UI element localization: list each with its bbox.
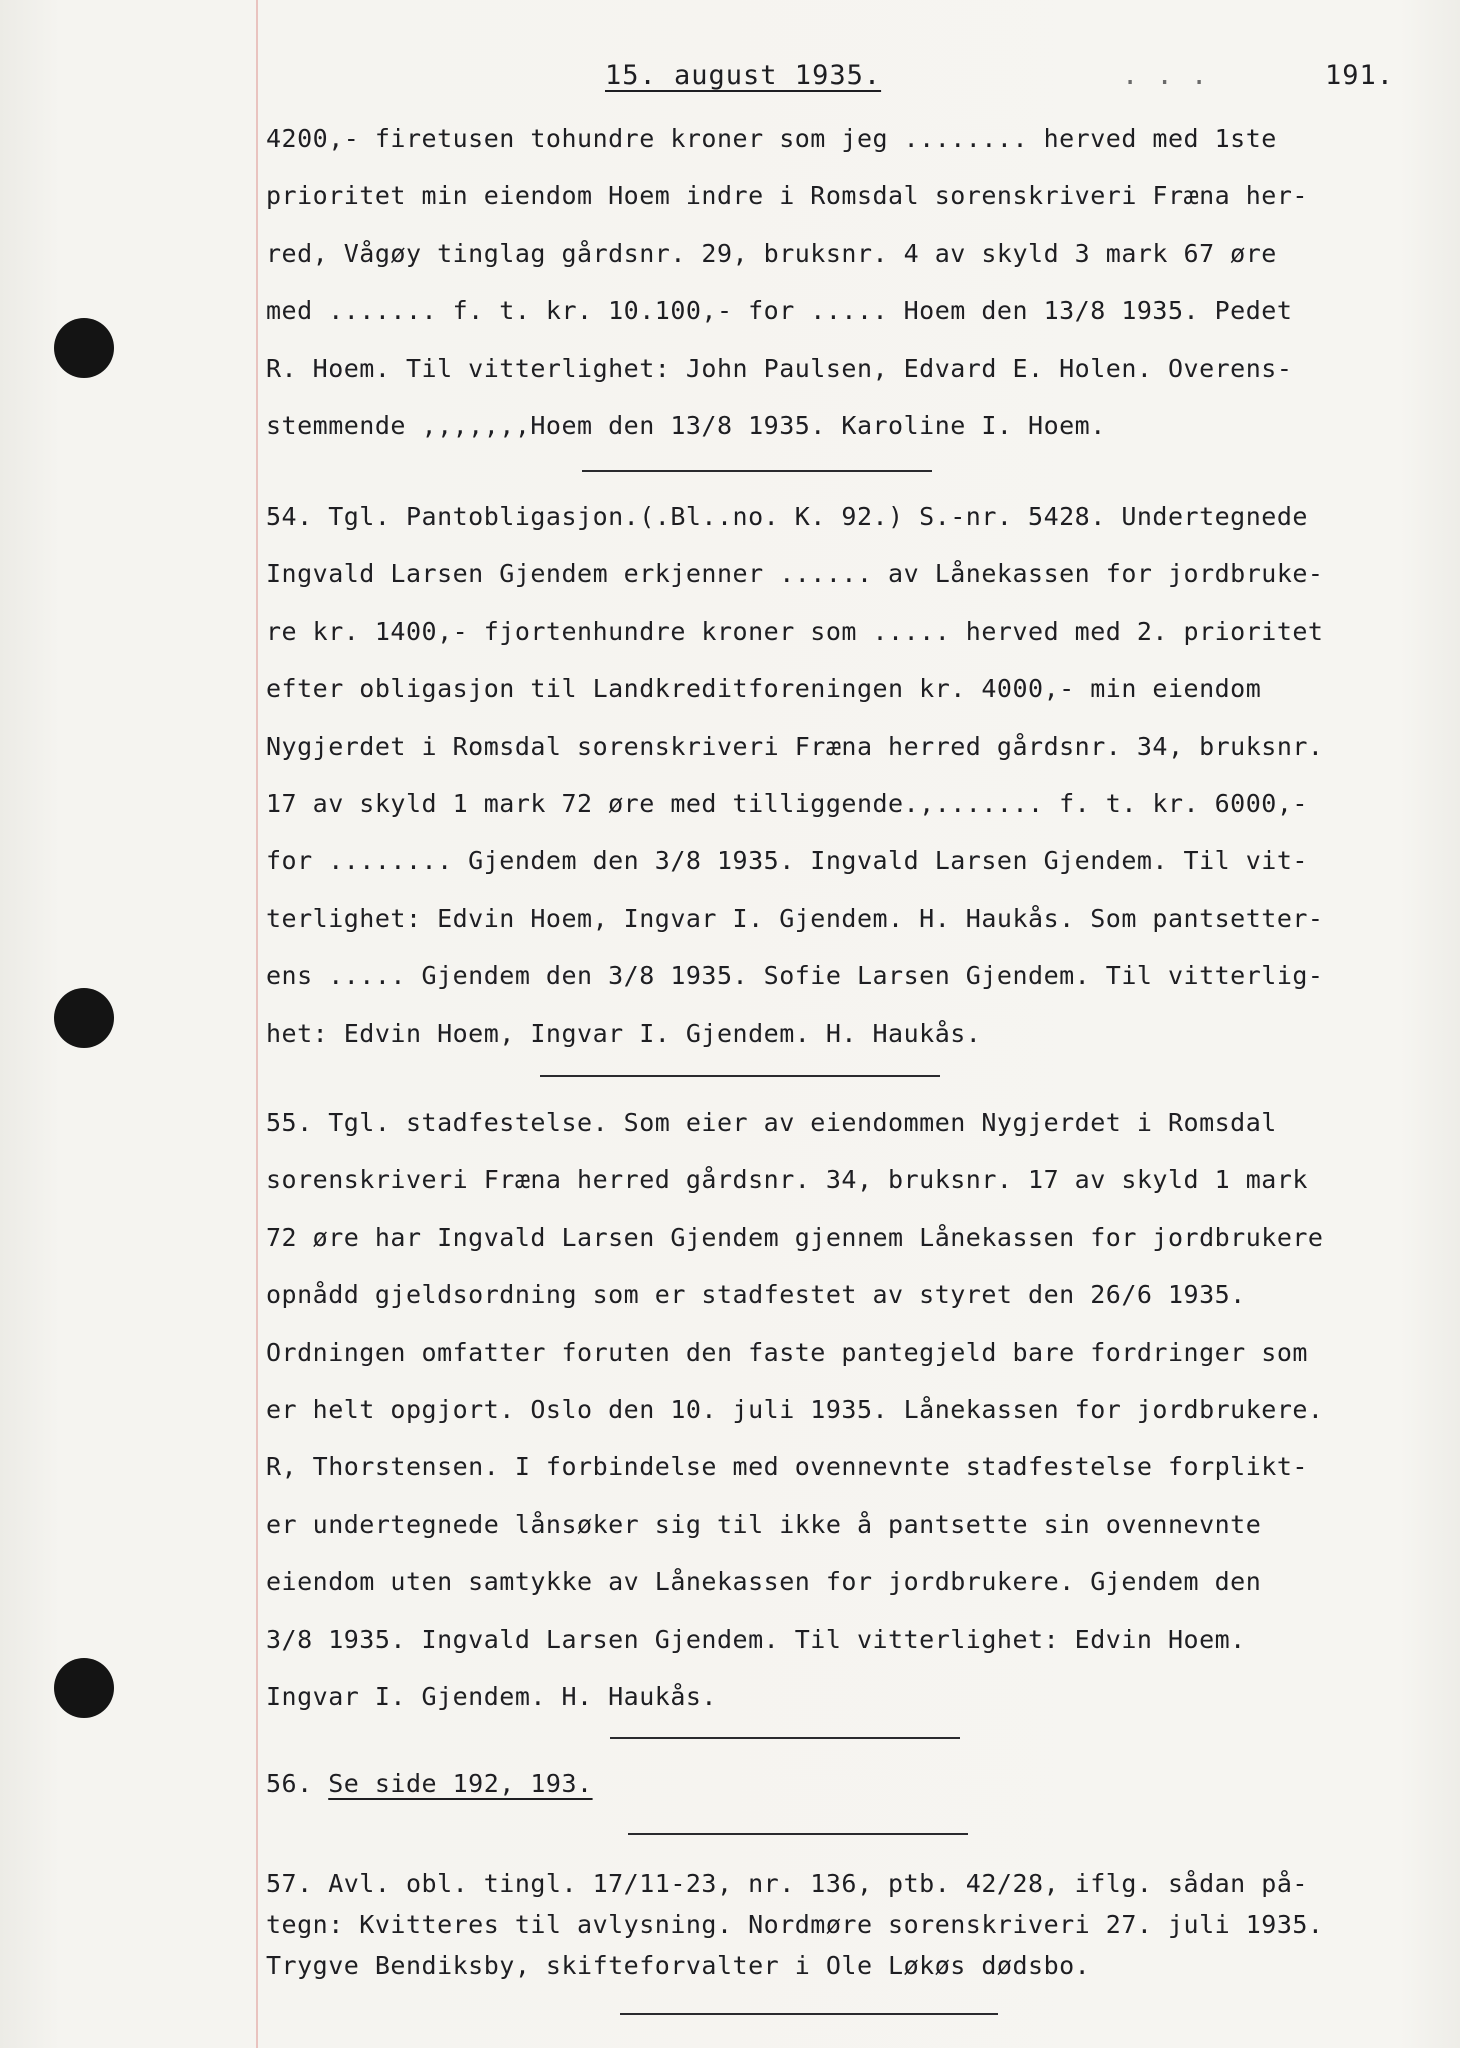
punch-hole-middle <box>54 988 114 1048</box>
text-line: er undertegnede lånsøker sig til ikke å pantsette sin ovennevnte <box>266 1509 1262 1539</box>
entry-56 <box>266 1755 1426 1812</box>
text-line: Ingvar I. Gjendem. H. Haukås. <box>266 1681 717 1711</box>
text-line: 72 øre har Ingvald Larsen Gjendem gjennem Lånekassen for jordbrukere <box>266 1222 1324 1252</box>
text-line: 3/8 1935. Ingvald Larsen Gjendem. Til vitterlighet: Edvin Hoem. <box>266 1624 1246 1654</box>
text-line: eiendom uten samtykke av Lånekassen for jordbrukere. Gjendem den <box>266 1567 1262 1597</box>
text-line: 4200,- firetusen tohundre kroner som jeg ........ herved med 1ste <box>266 124 1277 153</box>
entry-57 <box>266 1863 1426 1986</box>
text-line: ens ..... Gjendem den 3/8 1935. Sofie Larsen Gjendem. Til vitterlig- <box>266 961 1324 991</box>
entry-divider <box>610 1737 960 1739</box>
text-line <box>266 1755 1426 1812</box>
page-mark: . . . <box>1122 60 1209 91</box>
text-line: R. Hoem. Til vitterlighet: John Paulsen, Edvard E. Holen. Overens- <box>266 353 1293 383</box>
text-line: R, Thorstensen. I forbindelse med ovennevnte stadfestelse forplikt- <box>266 1452 1308 1482</box>
text-line: red, Vågøy tinglag gårdsnr. 29, bruksnr. 4 av skyld 3 mark 67 øre <box>266 238 1277 268</box>
entry-divider <box>628 1833 968 1835</box>
text-line: 17 av skyld 1 mark 72 øre med tilliggende.,....... f. t. kr. 6000,- <box>266 788 1308 818</box>
text-line: stemmende ,,,,,,,Hoem den 13/8 1935. Karoline I. Hoem. <box>266 410 1106 440</box>
text-line: het: Edvin Hoem, Ingvar I. Gjendem. H. Haukås. <box>266 1018 982 1048</box>
entry-divider <box>540 1075 940 1077</box>
page-reference-link[interactable]: Se side 192, 193. <box>328 1769 593 1798</box>
page-number: 191. <box>1325 60 1395 91</box>
text-line: 54. Tgl. Pantobligasjon.(.Bl..no. K. 92.) S.-nr. 5428. Undertegnede <box>266 502 1308 531</box>
text-line: sorenskriveri Fræna herred gårdsnr. 34, bruksnr. 17 av skyld 1 mark <box>266 1165 1308 1195</box>
entry-divider <box>620 2013 998 2015</box>
text-line: er helt opgjort. Oslo den 10. juli 1935. Lånekassen for jordbrukere. <box>266 1394 1324 1424</box>
text-line: Trygve Bendiksby, skifteforvalter i Ole Løkøs dødsbo. <box>266 1951 1091 1980</box>
text-line: terlighet: Edvin Hoem, Ingvar I. Gjendem. H. Haukås. Som pantsetter- <box>266 903 1324 933</box>
text-line: Ordningen omfatter foruten den faste pantegjeld bare fordringer som <box>266 1337 1308 1367</box>
entry-54 <box>266 488 1426 1062</box>
entry-55 <box>266 1094 1426 1725</box>
punch-hole-top <box>54 318 114 378</box>
text-line: efter obligasjon til Landkreditforeningen kr. 4000,- min eiendom <box>266 674 1262 704</box>
text-line: opnådd gjeldsordning som er stadfestet av styret den 26/6 1935. <box>266 1280 1246 1310</box>
text-line: Ingvald Larsen Gjendem erkjenner ...... av Lånekassen for jordbruke- <box>266 559 1324 589</box>
entry-divider <box>582 470 932 472</box>
text-line: 57. Avl. obl. tingl. 17/11-23, nr. 136, ptb. 42/28, iflg. sådan på- <box>266 1869 1308 1898</box>
text-line: re kr. 1400,- fjortenhundre kroner som ..... herved med 2. prioritet <box>266 616 1324 646</box>
margin-rule <box>256 0 258 2048</box>
page-date: 15. august 1935. <box>605 60 882 91</box>
text-line: Nygjerdet i Romsdal sorenskriveri Fræna herred gårdsnr. 34, bruksnr. <box>266 731 1324 761</box>
text-line: for ........ Gjendem den 3/8 1935. Ingvald Larsen Gjendem. Til vit- <box>266 846 1308 876</box>
entry-continuation <box>266 110 1426 454</box>
text-line: tegn: Kvitteres til avlysning. Nordmøre sorenskriveri 27. juli 1935. <box>266 1910 1324 1939</box>
text-line: prioritet min eiendom Hoem indre i Romsdal sorenskriveri Fræna her- <box>266 181 1308 211</box>
text-line: med ....... f. t. kr. 10.100,- for ..... Hoem den 13/8 1935. Pedet <box>266 296 1293 326</box>
punch-hole-bottom <box>54 1658 114 1718</box>
text-line: 55. Tgl. stadfestelse. Som eier av eiendommen Nygjerdet i Romsdal <box>266 1108 1277 1137</box>
entry-number: 56. <box>266 1769 313 1798</box>
